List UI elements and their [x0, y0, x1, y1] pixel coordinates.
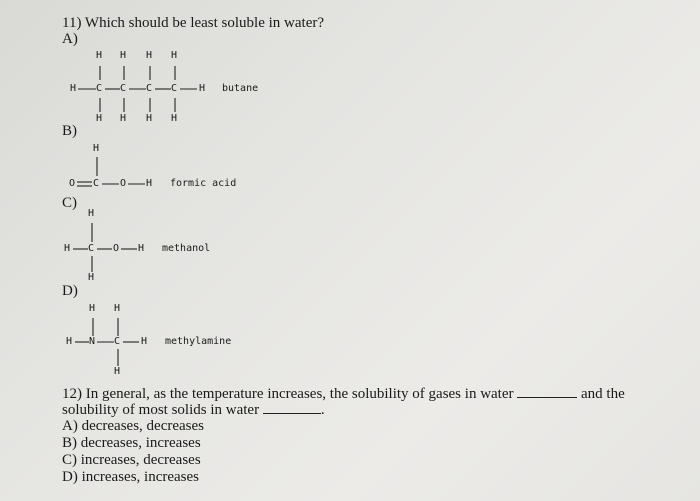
atom-h: H [146, 50, 153, 61]
atom-n: N [89, 336, 96, 347]
atom-c: C [120, 83, 127, 94]
atom-h: H [171, 113, 178, 124]
answer-blank-gases [517, 385, 577, 398]
question-12-stem-line2 [62, 401, 325, 419]
option-b-letter: B) [62, 123, 77, 139]
atom-o: O [113, 243, 120, 254]
atom-c: C [96, 83, 103, 94]
atom-o: O [120, 178, 127, 189]
question-11-stem: 11) Which should be least soluble in water? [62, 15, 325, 31]
option-a-letter: A) [62, 31, 78, 47]
atom-h: H [141, 336, 148, 347]
q12-option-d: D) increases, increases [62, 469, 200, 485]
atom-h: H [146, 178, 153, 189]
atom-c: C [171, 83, 178, 94]
atom-h: H [96, 113, 103, 124]
butane-label: butane [222, 83, 259, 94]
atom-h: H [64, 243, 71, 254]
atom-h: H [88, 272, 95, 283]
atom-h: H [120, 50, 127, 61]
atom-h: H [66, 336, 73, 347]
option-d-letter: D) [62, 283, 78, 299]
question-12-stem-part1: 12) In general, as the temperature increases, the solubility of gases in water [62, 386, 514, 402]
atom-h: H [199, 83, 206, 94]
q12-option-b: B) decreases, increases [62, 435, 201, 451]
atom-h: H [70, 83, 77, 94]
atom-c: C [88, 243, 95, 254]
question-12-stem-line2-text: solubility of most solids in water [62, 402, 260, 418]
atom-h: H [88, 208, 95, 219]
option-c-letter: C) [62, 195, 77, 211]
atom-c: C [146, 83, 153, 94]
question-12-period: . [320, 402, 325, 418]
methylamine-label: methylamine [165, 336, 232, 347]
q12-option-c: C) increases, decreases [62, 452, 201, 468]
question-12-stem-part2: and the [581, 386, 625, 402]
atom-h: H [138, 243, 145, 254]
atom-o: O [69, 178, 76, 189]
atom-h: H [93, 143, 100, 154]
atom-h: H [171, 50, 178, 61]
atom-h: H [114, 366, 121, 377]
atom-c: C [93, 178, 100, 189]
atom-c: C [114, 336, 121, 347]
atom-h: H [114, 303, 121, 314]
atom-h: H [89, 303, 96, 314]
formic-acid-label: formic acid [170, 178, 237, 189]
atom-h: H [96, 50, 103, 61]
answer-blank-solids [263, 401, 321, 414]
atom-h: H [120, 113, 127, 124]
atom-h: H [146, 113, 153, 124]
methanol-label: methanol [162, 243, 211, 254]
q12-option-a: A) decreases, decreases [62, 418, 204, 434]
